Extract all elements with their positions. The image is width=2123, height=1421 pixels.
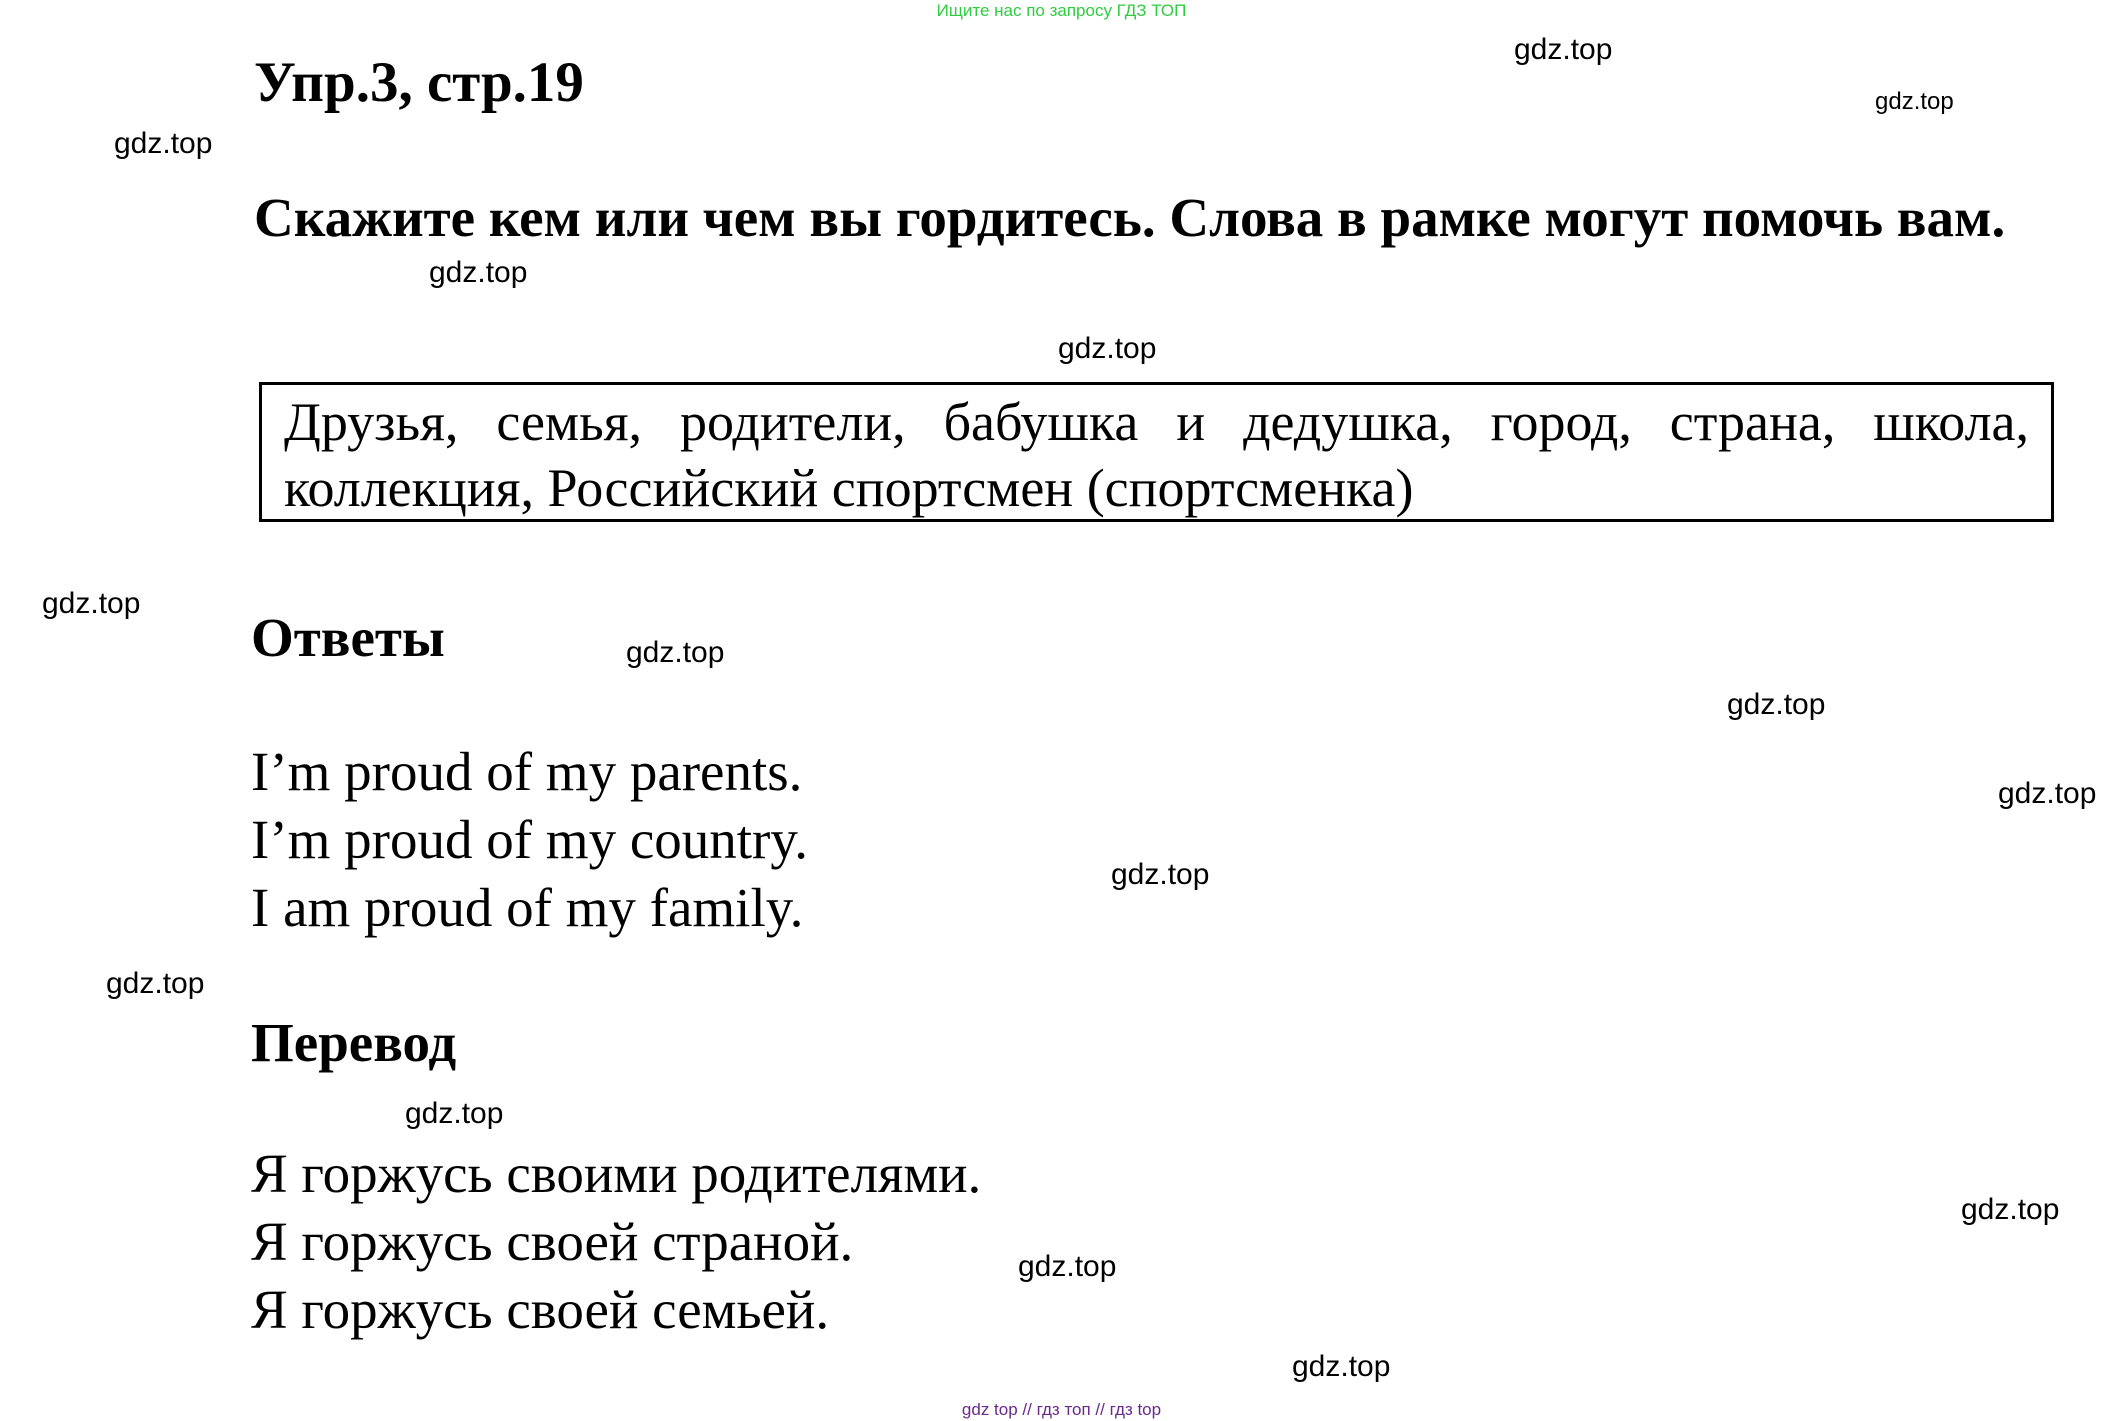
answer-line: I’m proud of my parents. [251, 741, 803, 802]
watermark: gdz.top [1111, 858, 1210, 891]
watermark: gdz.top [429, 256, 528, 289]
answer-list [251, 738, 808, 942]
translation-line: Я горжусь своей страной. [251, 1211, 854, 1272]
watermark: gdz.top [1514, 33, 1613, 66]
watermark: gdz.top [114, 127, 213, 160]
answer-line: I’m proud of my country. [251, 809, 809, 870]
translation-heading: Перевод [251, 1012, 457, 1073]
word-box [259, 382, 2054, 522]
watermark: gdz.top [1998, 777, 2097, 810]
translation-line: Я горжусь своими родителями. [251, 1143, 982, 1204]
watermark: gdz.top [1875, 88, 1954, 115]
watermark: gdz.top [42, 587, 141, 620]
exercise-title: Упр.3, стр.19 [254, 51, 584, 114]
watermark: gdz.top [1058, 332, 1157, 365]
answer-line: I am proud of my family. [251, 877, 804, 938]
translation-line: Я горжусь своей семьей. [251, 1279, 830, 1340]
watermark: gdz.top [405, 1097, 504, 1130]
bottom-banner: gdz top // гдз топ // гдз top [961, 1400, 1162, 1419]
watermark: gdz.top [1727, 688, 1826, 721]
answers-heading: Ответы [251, 607, 445, 668]
translation-list [251, 1140, 981, 1344]
task-instruction: Скажите кем или чем вы гордитесь. Слова в рамке могут помочь вам. [254, 187, 2006, 248]
watermark: gdz.top [106, 967, 205, 1000]
watermark: gdz.top [1018, 1250, 1117, 1283]
watermark: gdz.top [1961, 1193, 2060, 1226]
watermark: gdz.top [1292, 1350, 1391, 1383]
top-banner: Ищите нас по запросу ГДЗ ТОП [936, 1, 1187, 20]
word-box-text: Друзья, семья, родители, бабушка и дедушка, город, страна, школа, коллекция, Российский спортсмен (спортсменка) [284, 392, 2029, 518]
watermark: gdz.top [626, 636, 725, 669]
